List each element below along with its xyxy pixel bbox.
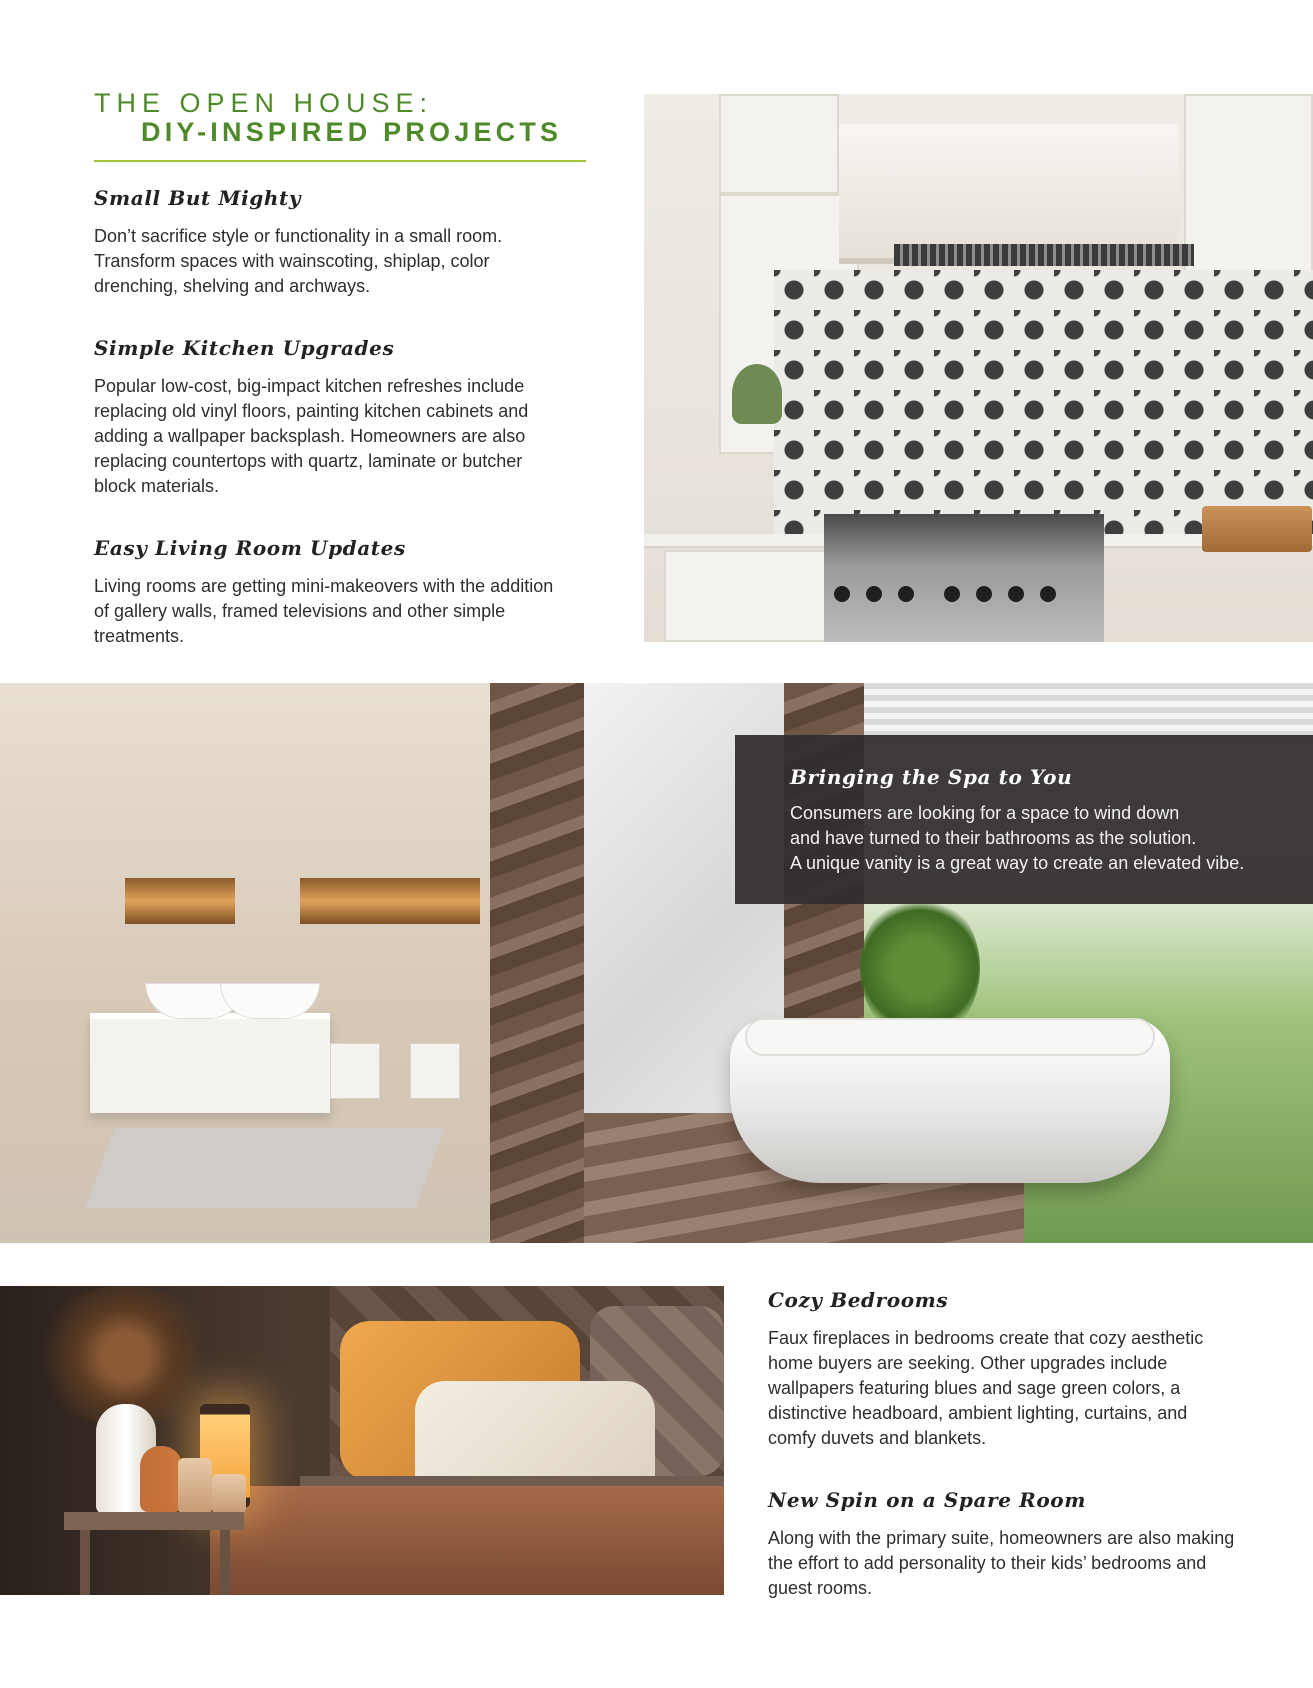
- stove-knob: [866, 586, 882, 602]
- spa-body-line: Consumers are looking for a space to wind down: [790, 803, 1180, 823]
- section-small-but-mighty: [94, 186, 564, 299]
- bedroom-photo: [0, 1286, 724, 1595]
- page-title-line2: DIY-INSPIRED PROJECTS: [141, 117, 563, 147]
- stove-knob: [898, 586, 914, 602]
- section-body: Popular low-cost, big-impact kitchen refreshes include replacing old vinyl floors, painting kitchen cabinets and adding a wallpaper backsplash. Homeowners are also replacing countertops with quartz, laminate or butcher block materials.: [94, 376, 529, 496]
- stove-knob: [1040, 586, 1056, 602]
- stove-knob: [834, 586, 850, 602]
- tub-rim: [745, 1018, 1155, 1056]
- range-hood: [839, 124, 1179, 264]
- section-heading: Easy Living Room Updates: [94, 536, 406, 560]
- candle: [212, 1474, 246, 1514]
- ceramic-jug: [140, 1446, 182, 1512]
- lit-shelf: [300, 878, 480, 924]
- spa-body: [790, 801, 1293, 876]
- lit-shelf: [125, 878, 235, 924]
- page-title-line1: THE OPEN HOUSE:: [94, 88, 434, 118]
- title-divider: [94, 160, 586, 162]
- nightstand-leg: [220, 1530, 230, 1595]
- bath-rug: [85, 1128, 444, 1208]
- marble-panel: [490, 683, 584, 1243]
- section-heading: Cozy Bedrooms: [768, 1288, 949, 1312]
- spa-body-line: A unique vanity is a great way to create an elevated vibe.: [790, 853, 1245, 873]
- kitchen-photo: [644, 94, 1313, 642]
- upper-cabinet: [719, 94, 839, 194]
- spa-callout-box: [735, 735, 1313, 904]
- floating-vanity: [90, 1013, 330, 1113]
- gas-range: [824, 514, 1104, 642]
- bidet: [410, 1043, 460, 1099]
- window-blind: [864, 683, 1313, 743]
- knit-blanket: [210, 1486, 724, 1595]
- section-heading: Simple Kitchen Upgrades: [94, 336, 395, 360]
- stove-knob: [1008, 586, 1024, 602]
- nightstand: [64, 1512, 244, 1530]
- section-living-room-updates: [94, 536, 564, 649]
- section-kitchen-upgrades: [94, 336, 564, 499]
- spa-body-line: and have turned to their bathrooms as the solution.: [790, 828, 1197, 848]
- patterned-backsplash: [774, 270, 1313, 540]
- potted-plant: [732, 364, 782, 424]
- hood-vent: [894, 244, 1194, 266]
- page-header: [94, 90, 586, 146]
- spa-heading: Bringing the Spa to You: [790, 765, 1073, 789]
- stove-knob: [944, 586, 960, 602]
- cutting-board: [1202, 506, 1312, 552]
- section-cozy-bedrooms: [768, 1288, 1238, 1451]
- nightstand-leg: [80, 1530, 90, 1595]
- stove-knob: [976, 586, 992, 602]
- section-heading: New Spin on a Spare Room: [768, 1488, 1086, 1512]
- lower-cabinet: [664, 550, 834, 642]
- section-body: Along with the primary suite, homeowners are also making the effort to add personality to their kids’ bedrooms and guest rooms.: [768, 1528, 1235, 1598]
- wall-toilet: [330, 1043, 380, 1099]
- section-body: Don’t sacrifice style or functionality in a small room. Transform spaces with wainscoting, shiplap, color drenching, shelving and archways.: [94, 226, 503, 296]
- section-heading: Small But Mighty: [94, 186, 302, 210]
- candle: [178, 1458, 212, 1514]
- section-body: Faux fireplaces in bedrooms create that cozy aesthetic home buyers are seeking. Other upgrades include wallpapers featuring blues and sage green colors, a distinctive headboard, ambient lighting, curtains, and comfy duvets and blankets.: [768, 1328, 1204, 1448]
- section-spare-room: [768, 1488, 1238, 1601]
- section-body: Living rooms are getting mini-makeovers with the addition of gallery walls, framed televisions and other simple treatments.: [94, 576, 554, 646]
